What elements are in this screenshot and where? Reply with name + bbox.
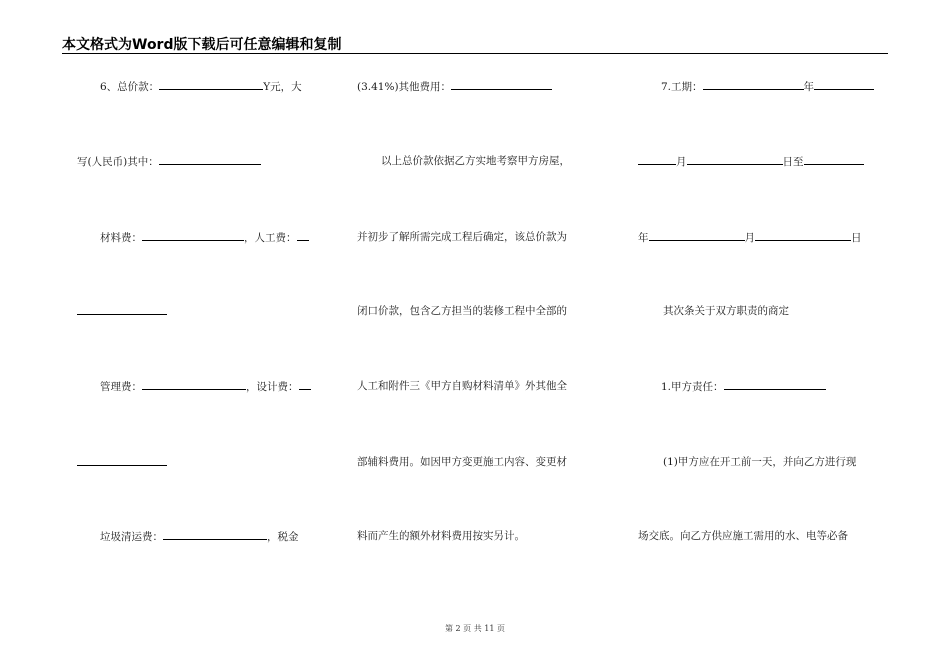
paragraph-line: 场交底。向乙方供应施工需用的水、电等必备 — [638, 530, 848, 542]
blank-field — [299, 379, 311, 390]
page-number: 第 2 页 共 11 页 — [445, 624, 505, 633]
header-rule — [62, 53, 888, 54]
blank-field — [687, 154, 783, 165]
blank-field — [159, 154, 261, 165]
blank-field — [297, 230, 309, 241]
paragraph-line: 人工和附件三《甲方自购材料清单》外其他全 — [357, 380, 567, 392]
blank-field — [755, 230, 851, 241]
blank-field — [638, 154, 676, 165]
material-fee-line: 材料费： ，人工费： — [100, 230, 309, 245]
duration-line: 7.工期： 年 — [661, 79, 874, 94]
blank-field — [703, 79, 804, 90]
labor-fee-continuation — [77, 304, 167, 319]
paragraph-line: 料而产生的额外材料费用按实另计。 — [357, 530, 525, 542]
amount-in-words-line: 写(人民币)其中： — [77, 154, 261, 169]
paragraph-line: 并初步了解所需完成工程后确定，该总价款为 — [357, 231, 567, 243]
blank-field — [163, 529, 267, 540]
blank-field — [804, 154, 864, 165]
blank-field — [159, 79, 263, 90]
blank-field — [77, 455, 167, 466]
paragraph-line: 部辅料费用。如因甲方变更施工内容、变更材 — [357, 456, 567, 468]
blank-field — [814, 79, 874, 90]
duration-date-line: 月 日至 — [638, 154, 864, 169]
paragraph-line: 以上总价款依据乙方实地考察甲方房屋， — [381, 155, 570, 167]
paragraph-line: 闭口价款，包含乙方担当的装修工程中全部的 — [357, 305, 567, 317]
blank-field — [451, 79, 552, 90]
blank-field — [142, 379, 246, 390]
management-fee-line: 管理费： ，设计费： — [100, 379, 311, 394]
section-heading: 其次条关于双方职责的商定 — [663, 305, 789, 317]
paragraph-line: (1)甲方应在开工前一天，并向乙方进行现 — [663, 456, 857, 468]
blank-field — [649, 230, 745, 241]
blank-field — [724, 379, 826, 390]
design-fee-continuation — [77, 455, 167, 470]
duration-end-line: 年 月 日 — [638, 232, 862, 244]
document-header: 本文格式为Word版下载后可任意编辑和复制 — [62, 37, 342, 53]
other-fees-line: (3.41%)其他费用： — [357, 79, 552, 94]
party-a-duty-line: 1.甲方责任： — [661, 379, 826, 394]
garbage-fee-line: 垃圾清运费： ，税金 — [100, 531, 299, 543]
blank-field — [77, 304, 167, 315]
blank-field — [142, 230, 244, 241]
total-price-line: 6、总价款： Y元，大 — [100, 81, 302, 93]
